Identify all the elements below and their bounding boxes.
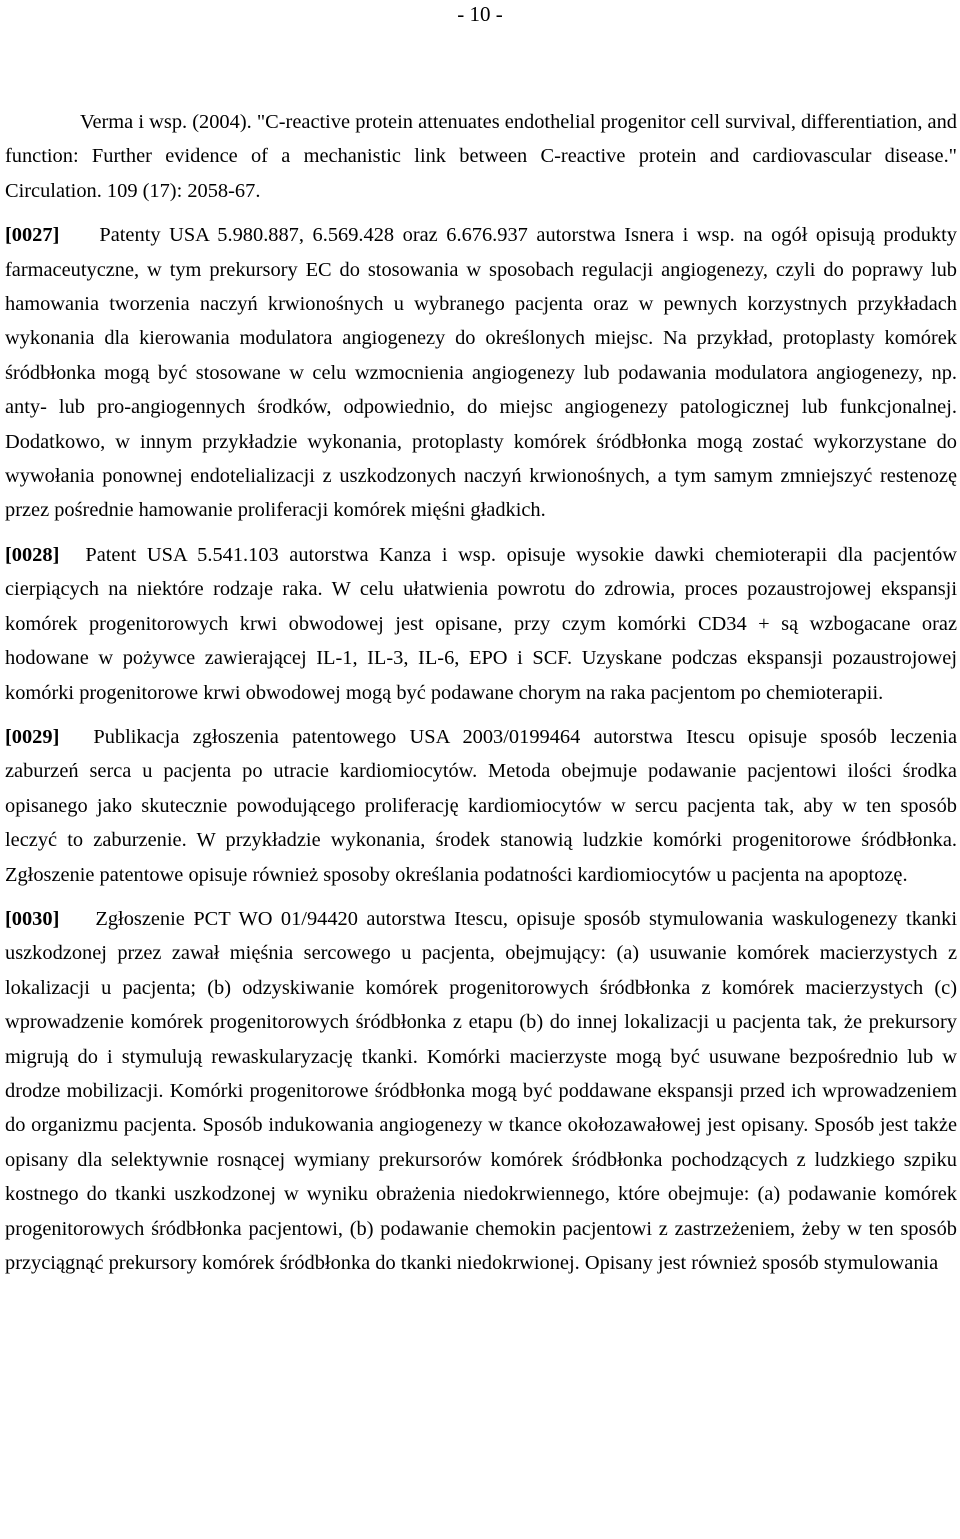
document-body	[5, 105, 957, 1280]
reference-paragraph	[5, 105, 957, 208]
paragraph-text: Publikacja zgłoszenia patentowego USA 2003/0199464 autorstwa Itescu opisuje sposób leczenia zaburzeń serca u pacjenta po utracie kardiomiocytów. Metoda obejmuje podawanie pacjentowi ilości środka opisanego jako skutecznie powodującego proliferację kardiomiocytów w sercu pacjenta tak, aby w ten sposób leczyć to zaburzenie. W przykładzie wykonania, środek stanowią ludzkie komórki progenitorowe śródbłonka. Zgłoszenie patentowe opisuje również sposoby określania podatności kardiomiocytów u pacjenta na apoptozę.	[5, 725, 957, 886]
paragraph-0027	[5, 218, 957, 528]
paragraph-tag: [0030]	[5, 907, 60, 930]
paragraph-text: Patenty USA 5.980.887, 6.569.428 oraz 6.676.937 autorstwa Isnera i wsp. na ogół opisują produkty farmaceutyczne, w tym prekursory EC do stosowania w sposobach regulacji angiogenezy, czyli do poprawy lub hamowania tworzenia naczyń krwionośnych u wybranego pacjenta oraz w pewnych korzystnych przykładach wykonania dla kierowania modulatora angiogenezy do określonych miejsc. Na przykład, protoplasty komórek śródbłonka mogą być stosowane w celu wzmocnienia angiogenezy lub podawania modulatora angiogenezy, np. anty- lub pro-angiogennych środków, odpowiednio, do miejsc angiogenezy patologicznej lub funkcjonalnej. Dodatkowo, w innym przykładzie wykonania, protoplasty komórek śródbłonka mogą zostać wykorzystane do wywołania ponownej endotelializacji z uszkodzonych naczyń krwionośnych, a tym samym zmniejszyć restenozę przez pośrednie hamowanie proliferacji komórek mięśni gładkich.	[5, 224, 957, 522]
paragraph-tag: [0028]	[5, 543, 60, 566]
paragraph-0028	[5, 538, 957, 710]
paragraph-text: Zgłoszenie PCT WO 01/94420 autorstwa Itescu, opisuje sposób stymulowania waskulogenezy tkanki uszkodzonej przez zawał mięśnia sercowego u pacjenta, obejmujący: (a) usuwanie komórek macierzystych z lokalizacji u pacjenta; (b) odzyskiwanie komórek progenitorowych śródbłonka z komórek macierzystych (c) wprowadzenie komórek progenitorowych śródbłonka z etapu (b) do innej lokalizacji u pacjenta tak, że prekursory migrują do i stymulują rewaskularyzację tkanki. Komórki macierzyste mogą być usuwane bezpośrednio lub w drodze mobilizacji. Komórki progenitorowe śródbłonka mogą być poddawane ekspansji przed ich wprowadzeniem do organizmu pacjenta. Sposób indukowania angiogenezy w tkance okołozawałowej jest opisany. Sposób jest także opisany dla selektywnie rosnącej wymiany prekursorów komórek śródbłonka pochodzących z ludzkiego szpiku kostnego do tkanki uszkodzonej w wyniku obrażenia niedokrwiennego, które obejmuje: (a) podawanie komórek progenitorowych śródbłonka pacjentowi, (b) podawanie chemokin pacjentowi z zastrzeżeniem, żeby w ten sposób przyciągnąć prekursory komórek śródbłonka do tkanki niedokrwionej. Opisany jest również sposób stymulowania	[5, 907, 957, 1274]
paragraph-0029	[5, 720, 957, 892]
paragraph-text: Patent USA 5.541.103 autorstwa Kanza i wsp. opisuje wysokie dawki chemioterapii dla pacjentów cierpiących na niektóre rodzaje raka. W celu ułatwienia powrotu do zdrowia, proces pozaustrojowej ekspansji komórek progenitorowych krwi obwodowej jest opisane, przy czym komórki CD34 + są wzbogacane oraz hodowane w pożywce zawierającej IL-1, IL-3, IL-6, EPO i SCF. Uzyskane podczas ekspansji pozaustrojowej komórki progenitorowe krwi obwodowej mogą być podawane chorym na raka pacjentom po chemioterapii.	[5, 543, 957, 704]
paragraph-0030	[5, 902, 957, 1280]
paragraph-tag: [0027]	[5, 224, 60, 247]
paragraph-text: Verma i wsp. (2004). "C-reactive protein attenuates endothelial progenitor cell survival, differentiation, and function: Further evidence of a mechanistic link between C-reactive protein and cardiovascular disease." Circulation. 109 (17): 2058-67.	[5, 111, 957, 202]
page-number: - 10 -	[457, 2, 503, 26]
paragraph-tag: [0029]	[5, 725, 60, 748]
